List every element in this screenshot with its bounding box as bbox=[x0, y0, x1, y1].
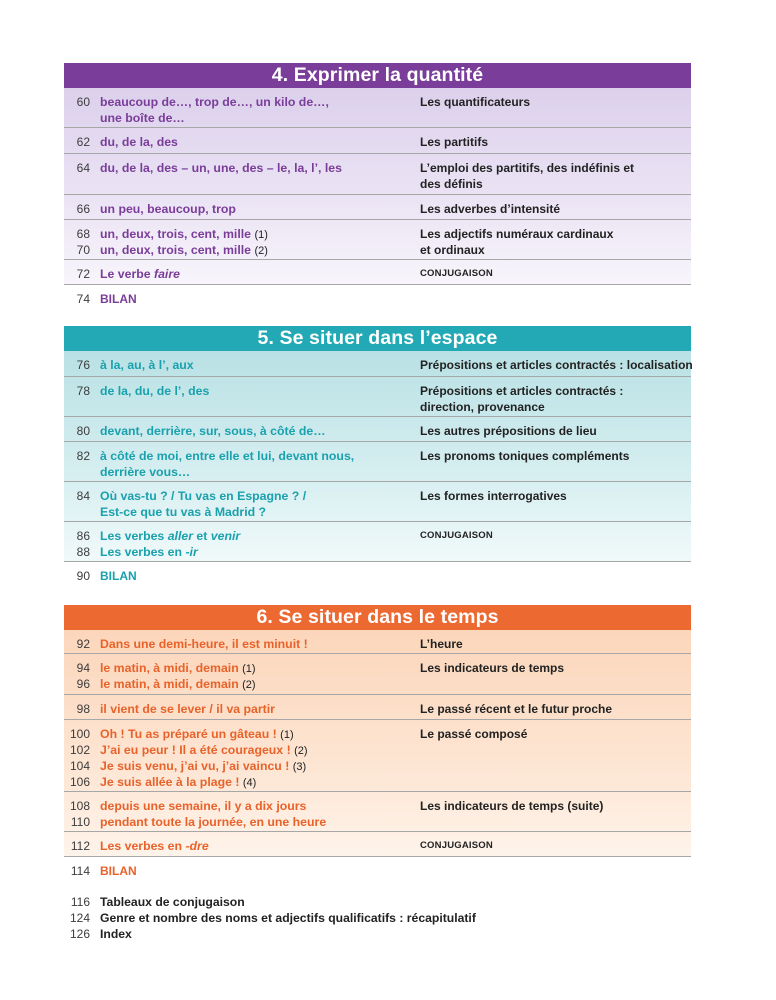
expression-part: devant, derrière, sur, sous, à côté de… bbox=[100, 424, 326, 438]
topic-line: et ordinaux bbox=[420, 243, 485, 257]
page-number: 64 bbox=[76, 161, 90, 175]
expression-line bbox=[76, 357, 194, 373]
expression-line bbox=[76, 544, 240, 560]
grammar-topic bbox=[420, 448, 629, 464]
grammar-topic bbox=[420, 726, 527, 742]
entry-text: Index bbox=[100, 927, 132, 941]
page-number: 78 bbox=[76, 384, 90, 398]
expression-text bbox=[100, 505, 266, 519]
topic-line: CONJUGAISON bbox=[420, 530, 493, 541]
expression-line bbox=[70, 863, 137, 879]
page-number: 98 bbox=[76, 702, 90, 716]
expression-line bbox=[76, 660, 256, 676]
toc-row[interactable] bbox=[64, 260, 691, 285]
page-number: 92 bbox=[76, 637, 90, 651]
topic-line: Le passé composé bbox=[420, 727, 528, 741]
final-entry[interactable] bbox=[70, 894, 476, 910]
page-number: 126 bbox=[69, 927, 90, 941]
bilan-row[interactable] bbox=[64, 857, 691, 884]
row-expressions bbox=[76, 423, 326, 439]
expression-text bbox=[100, 384, 209, 398]
topic-line: Les adjectifs numéraux cardinaux bbox=[420, 227, 614, 241]
section-title: 4. Exprimer la quantité bbox=[64, 63, 691, 88]
expression-line bbox=[76, 676, 256, 692]
page-number: 88 bbox=[76, 545, 90, 559]
expression-part: et bbox=[192, 529, 211, 543]
expression-part: à côté de moi, entre elle et lui, devant nous, bbox=[100, 449, 355, 463]
row-expressions bbox=[69, 798, 327, 830]
expression-part: du, de la, des bbox=[100, 135, 178, 149]
final-entry[interactable] bbox=[69, 910, 476, 926]
expression-line bbox=[76, 488, 307, 504]
expression-line bbox=[76, 636, 308, 652]
toc-row[interactable] bbox=[64, 482, 691, 522]
expression-text bbox=[100, 839, 209, 853]
expression-line bbox=[100, 504, 306, 520]
expression-part: une boîte de… bbox=[100, 111, 185, 125]
row-expressions bbox=[76, 636, 308, 652]
expression-italic: faire bbox=[154, 267, 180, 281]
expression-line bbox=[76, 160, 342, 176]
topic-line: Les adverbes d’intensité bbox=[420, 202, 561, 216]
bilan-label: BILAN bbox=[100, 569, 137, 583]
section-4 bbox=[64, 63, 691, 312]
expression-part: le matin, à midi, demain bbox=[100, 661, 239, 675]
row-expressions bbox=[69, 726, 308, 790]
page-number: 110 bbox=[70, 815, 90, 829]
toc-row[interactable] bbox=[64, 220, 691, 260]
page-number: 124 bbox=[69, 911, 90, 925]
toc-row[interactable] bbox=[64, 792, 691, 832]
grammar-topic bbox=[420, 798, 603, 814]
topic-line: L’emploi des partitifs, des indéfinis et bbox=[420, 161, 635, 175]
grammar-topic bbox=[420, 201, 560, 217]
expression-suffix: (1) bbox=[242, 663, 256, 675]
page-number: 72 bbox=[76, 267, 90, 281]
expression-text bbox=[100, 529, 240, 543]
topic-line: Les autres prépositions de lieu bbox=[420, 424, 597, 438]
page-number: 106 bbox=[69, 775, 90, 789]
expression-line bbox=[100, 110, 329, 126]
expression-text bbox=[100, 677, 256, 691]
expression-text bbox=[100, 545, 198, 559]
expression-text bbox=[100, 775, 256, 789]
expression-text bbox=[100, 727, 294, 741]
expression-text bbox=[100, 202, 236, 216]
page-number: 96 bbox=[76, 677, 90, 691]
expression-part: à la, au, à l’, aux bbox=[100, 358, 194, 372]
expression-line bbox=[69, 726, 308, 742]
topic-line: Les indicateurs de temps bbox=[420, 661, 565, 675]
row-expressions bbox=[76, 134, 178, 150]
toc-row[interactable] bbox=[64, 720, 691, 792]
section-5 bbox=[64, 326, 691, 589]
expression-part: Le verbe bbox=[100, 267, 154, 281]
topic-line: L’heure bbox=[420, 637, 463, 651]
page-number: 68 bbox=[76, 227, 90, 241]
page-number: 86 bbox=[76, 529, 90, 543]
toc-row[interactable] bbox=[64, 351, 691, 377]
row-expressions bbox=[76, 201, 236, 217]
page-number: 94 bbox=[76, 661, 90, 675]
toc-row[interactable] bbox=[64, 195, 691, 220]
expression-text bbox=[100, 637, 308, 651]
toc-row[interactable] bbox=[64, 654, 691, 695]
row-expressions bbox=[76, 94, 329, 126]
expression-line bbox=[76, 226, 268, 242]
expression-line bbox=[76, 568, 137, 584]
page-number: 76 bbox=[76, 358, 90, 372]
toc-row[interactable] bbox=[64, 417, 691, 442]
toc-row[interactable] bbox=[64, 630, 691, 654]
expression-line bbox=[76, 201, 236, 217]
bilan-label: BILAN bbox=[100, 292, 137, 306]
expression-part: Les verbes en bbox=[100, 839, 186, 853]
grammar-topic bbox=[420, 134, 488, 150]
topic-line: CONJUGAISON bbox=[420, 840, 493, 851]
expression-part: un, deux, trois, cent, mille bbox=[100, 243, 252, 257]
topic-line: Les partitifs bbox=[420, 135, 489, 149]
page-number: 60 bbox=[76, 95, 90, 109]
final-lines bbox=[69, 894, 476, 942]
grammar-topic bbox=[420, 488, 567, 504]
page-number: 70 bbox=[76, 243, 90, 257]
conjugaison-label bbox=[420, 266, 493, 282]
toc-row[interactable] bbox=[64, 442, 691, 482]
expression-line bbox=[70, 838, 209, 854]
section-rows bbox=[64, 88, 691, 312]
expression-line bbox=[76, 701, 275, 717]
row-expressions bbox=[70, 838, 209, 854]
expression-suffix: (2) bbox=[242, 679, 256, 691]
section-6 bbox=[64, 605, 691, 884]
grammar-topic bbox=[420, 383, 623, 415]
grammar-topic bbox=[420, 357, 693, 373]
expression-part: J’ai eu peur ! Il a été courageux ! bbox=[100, 743, 291, 757]
expression-text bbox=[100, 161, 342, 175]
page-number: 114 bbox=[70, 864, 90, 878]
row-expressions bbox=[76, 448, 355, 480]
toc-row[interactable] bbox=[64, 88, 691, 128]
expression-line bbox=[69, 798, 326, 814]
expression-text bbox=[100, 759, 306, 773]
toc-row[interactable] bbox=[64, 522, 691, 562]
expression-italic: -ir bbox=[185, 545, 198, 559]
section-title: 6. Se situer dans le temps bbox=[64, 605, 691, 630]
expression-text bbox=[100, 95, 329, 109]
page-number: 62 bbox=[76, 135, 90, 149]
expression-part: du, de la, des – un, une, des – le, la, l’, les bbox=[100, 161, 342, 175]
bilan-row[interactable] bbox=[64, 562, 691, 589]
conjugaison-label bbox=[420, 838, 493, 854]
expression-suffix: (4) bbox=[242, 777, 257, 789]
expression-suffix: (1) bbox=[280, 729, 294, 741]
expression-part: il vient de se lever / il va partir bbox=[100, 702, 275, 716]
page-number: 100 bbox=[69, 727, 90, 741]
bilan-line bbox=[70, 863, 137, 879]
topic-line: Prépositions et articles contractés : localisation bbox=[420, 358, 693, 372]
expression-part: Oh ! Tu as préparé un gâteau ! bbox=[100, 727, 277, 741]
expression-part: Je suis allée à la plage ! bbox=[100, 775, 240, 789]
expression-text bbox=[100, 743, 308, 757]
page-number: 80 bbox=[76, 424, 90, 438]
expression-line bbox=[69, 758, 308, 774]
topic-line: direction, provenance bbox=[420, 400, 545, 414]
topic-line: Prépositions et articles contractés : bbox=[420, 384, 624, 398]
bilan-label: BILAN bbox=[100, 864, 137, 878]
grammar-topic bbox=[420, 94, 530, 110]
expression-part: le matin, à midi, demain bbox=[100, 677, 239, 691]
expression-text bbox=[100, 424, 326, 438]
section-title: 5. Se situer dans l’espace bbox=[64, 326, 691, 351]
grammar-topic bbox=[420, 636, 463, 652]
expression-line bbox=[76, 448, 355, 464]
toc-row[interactable] bbox=[64, 128, 691, 154]
expression-text bbox=[100, 111, 185, 125]
expression-line bbox=[69, 742, 308, 758]
expression-text bbox=[100, 661, 256, 675]
expression-part: un, deux, trois, cent, mille bbox=[100, 227, 252, 241]
topic-line: Les formes interrogatives bbox=[420, 489, 567, 503]
expression-part: Est-ce que tu vas à Madrid ? bbox=[100, 505, 267, 519]
page-number: 84 bbox=[76, 489, 90, 503]
topic-line: Les quantificateurs bbox=[420, 95, 531, 109]
page-number: 74 bbox=[76, 292, 90, 306]
expression-text bbox=[100, 799, 306, 813]
expression-line bbox=[76, 242, 268, 258]
page-number: 112 bbox=[70, 839, 90, 853]
entry-text: Tableaux de conjugaison bbox=[100, 895, 245, 909]
toc-row[interactable] bbox=[64, 695, 691, 720]
expression-text bbox=[100, 267, 180, 281]
expression-part: de la, du, de l’, des bbox=[100, 384, 210, 398]
row-expressions bbox=[76, 528, 241, 560]
expression-part: Dans une demi-heure, il est minuit ! bbox=[100, 637, 308, 651]
expression-italic: -dre bbox=[185, 839, 209, 853]
expression-part: derrière vous… bbox=[100, 465, 191, 479]
expression-part: pendant toute la journée, en une heure bbox=[100, 815, 327, 829]
expression-italic: venir bbox=[210, 529, 241, 543]
expression-text bbox=[100, 449, 354, 463]
expression-line bbox=[76, 266, 180, 282]
topic-line: des définis bbox=[420, 177, 483, 191]
page-number: 104 bbox=[69, 759, 90, 773]
expression-text bbox=[100, 243, 268, 257]
expression-text bbox=[100, 465, 190, 479]
expression-suffix: (3) bbox=[292, 761, 307, 773]
expression-text bbox=[100, 135, 178, 149]
expression-part: Je suis venu, j’ai vu, j’ai vaincu ! bbox=[100, 759, 290, 773]
grammar-topic bbox=[420, 423, 597, 439]
entry-text: Genre et nombre des noms et adjectifs qualificatifs : récapitulatif bbox=[100, 911, 476, 925]
page-number: 82 bbox=[76, 449, 90, 463]
section-rows bbox=[64, 630, 691, 884]
toc-row[interactable] bbox=[64, 377, 691, 417]
expression-part: Où vas-tu ? / Tu vas en Espagne ? / bbox=[100, 489, 307, 503]
row-expressions bbox=[76, 383, 210, 399]
toc-row[interactable] bbox=[64, 154, 691, 195]
bilan-line bbox=[76, 291, 137, 307]
bilan-line bbox=[76, 568, 137, 584]
page-number: 90 bbox=[76, 569, 90, 583]
expression-line bbox=[76, 291, 137, 307]
topic-line: Le passé récent et le futur proche bbox=[420, 702, 613, 716]
section-rows bbox=[64, 351, 691, 589]
page-number: 66 bbox=[76, 202, 90, 216]
row-expressions bbox=[76, 701, 275, 717]
topic-line: Les indicateurs de temps (suite) bbox=[420, 799, 604, 813]
final-entry[interactable] bbox=[69, 926, 476, 942]
expression-part: Les verbes en bbox=[100, 545, 186, 559]
row-expressions bbox=[76, 266, 180, 282]
row-expressions bbox=[76, 160, 342, 176]
toc-row[interactable] bbox=[64, 832, 691, 857]
expression-suffix: (2) bbox=[294, 745, 308, 757]
expression-text bbox=[100, 227, 268, 241]
expression-text bbox=[100, 358, 194, 372]
expression-part: Les verbes bbox=[100, 529, 168, 543]
grammar-topic bbox=[420, 226, 613, 258]
expression-line bbox=[76, 383, 210, 399]
expression-line bbox=[76, 528, 241, 544]
expression-text bbox=[100, 489, 306, 503]
expression-part: un peu, beaucoup, trop bbox=[100, 202, 236, 216]
expression-line bbox=[76, 423, 326, 439]
topic-line: Les pronoms toniques compléments bbox=[420, 449, 630, 463]
row-expressions bbox=[76, 660, 256, 692]
row-expressions bbox=[76, 488, 307, 520]
grammar-topic bbox=[420, 701, 612, 717]
page-number: 108 bbox=[69, 799, 90, 813]
conjugaison-label bbox=[420, 528, 493, 544]
grammar-topic bbox=[420, 660, 564, 676]
topic-line: CONJUGAISON bbox=[420, 268, 493, 279]
expression-part: depuis une semaine, il y a dix jours bbox=[100, 799, 307, 813]
expression-text bbox=[100, 815, 326, 829]
row-expressions bbox=[76, 357, 194, 373]
bilan-row[interactable] bbox=[64, 285, 691, 312]
expression-line bbox=[70, 814, 327, 830]
expression-part: beaucoup de…, trop de…, un kilo de…, bbox=[100, 95, 329, 109]
expression-italic: aller bbox=[167, 529, 193, 543]
expression-line bbox=[76, 134, 178, 150]
expression-text bbox=[100, 702, 275, 716]
expression-line bbox=[69, 774, 308, 790]
expression-suffix: (2) bbox=[254, 245, 268, 257]
expression-line bbox=[76, 94, 329, 110]
expression-suffix: (1) bbox=[254, 229, 268, 241]
grammar-topic bbox=[420, 160, 634, 192]
page-number: 116 bbox=[70, 895, 90, 909]
page-number: 102 bbox=[69, 743, 90, 757]
expression-line bbox=[100, 464, 354, 480]
row-expressions bbox=[76, 226, 268, 258]
